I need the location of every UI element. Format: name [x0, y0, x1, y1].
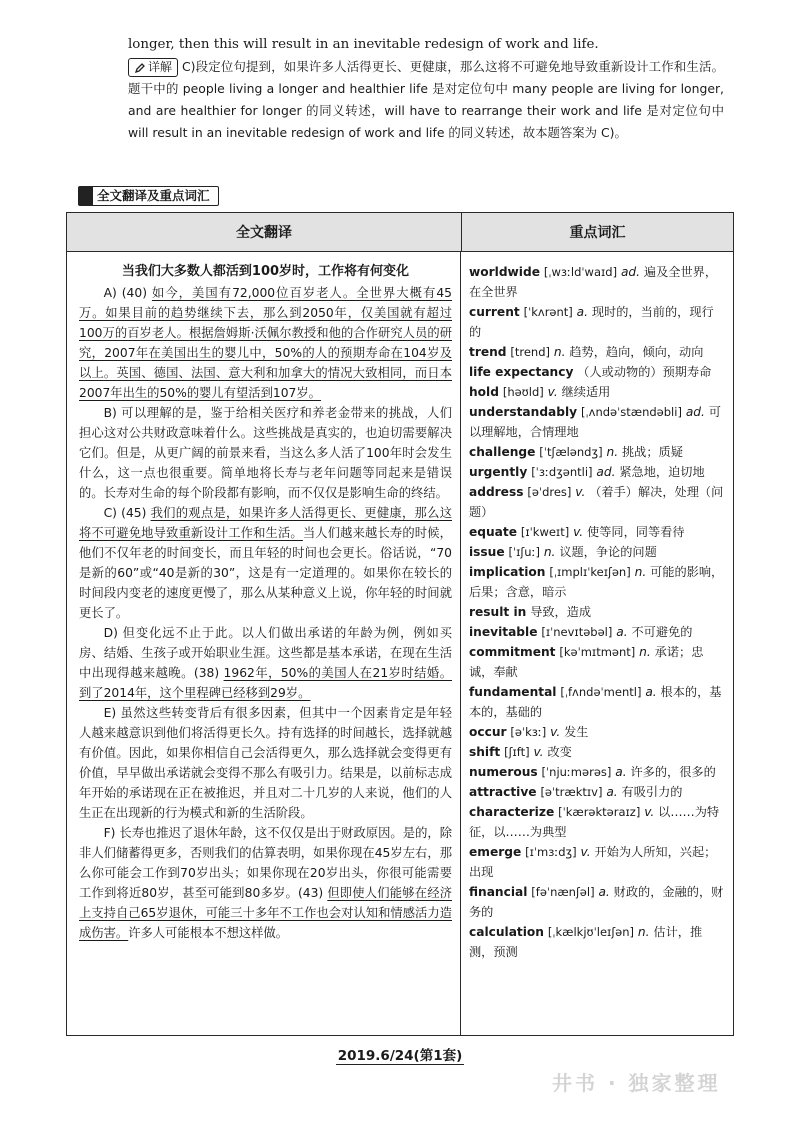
vocab-definition: （着手）解决，处理（问题） — [469, 485, 724, 519]
vocab-entry — [469, 342, 725, 362]
vocabulary-list — [469, 262, 725, 962]
vocab-definition: 可以理解地，合情理地 — [469, 405, 721, 439]
vocab-word: numerous — [469, 765, 538, 779]
vocab-word: address — [469, 485, 524, 499]
vocab-phonetic: [əˈdres] — [527, 485, 572, 499]
vocab-entry — [469, 482, 725, 522]
vocab-word: characterize — [469, 805, 555, 819]
paragraph-text: C) (45) — [103, 506, 151, 520]
vocab-pos: v. — [533, 745, 544, 759]
paragraph-text: D) 但变化远不止于此。以人们做出承诺的年龄为例，例如买房、结婚、生孩子或开始职业生涯。这些都是基本承诺，在现在生活中出现得越来越晚。(38) — [79, 626, 452, 680]
vocab-phonetic: [ˌɪmplɪˈkeɪʃən] — [549, 565, 631, 579]
vocab-word: hold — [469, 385, 499, 399]
vocab-definition: 有吸引力的 — [621, 785, 683, 799]
vocab-entry — [469, 682, 725, 722]
explanation-paragraph — [128, 56, 724, 144]
vocab-pos: n. — [553, 345, 566, 359]
vocab-definition: （人或动物的）预期寿命 — [577, 365, 712, 379]
vocab-definition: 以……为特征，以……为典型 — [469, 805, 720, 839]
article-title: 当我们大多数人都活到100岁时，工作将有何变化 — [121, 264, 410, 279]
paragraph-text: E) 虽然这些转变背后有很多因素，但其中一个因素肯定是年轻人越来越意识到他们将活得更长久。持有选择的时间越长，选择就越有价值。因此，如果你相信自己会活得更久，那么选择就会变得更有价值，早早做出承诺就会变得不那么有吸引力。结果是，以前标志成年开始的承诺现在正在被推迟，并且对二十几岁的人来说，他们的人生正在出现新的行为模式和新的生活阶段。 — [79, 706, 452, 820]
vocab-pos: ad. — [620, 265, 641, 279]
underlined-text: 但即使人们能够在经济上支持自己65岁退休，可能三十多年不工作也会对认知和情感活力造成伤害。 — [79, 886, 452, 940]
vocab-entry — [469, 642, 725, 682]
vocab-phonetic: [ˌfʌndəˈmentl] — [560, 685, 642, 699]
vocab-word: understandably — [469, 405, 578, 419]
vocab-phonetic: [ˈɜːdʒəntli] — [531, 465, 593, 479]
translation-paragraph — [79, 623, 452, 703]
vocab-pos: v. — [580, 845, 591, 859]
vocab-word: current — [469, 305, 520, 319]
vocab-entry — [469, 462, 725, 482]
vocab-word: shift — [469, 745, 501, 759]
vocab-definition: 趋势，趋向，倾向，动向 — [569, 345, 704, 359]
page-footer — [0, 1044, 800, 1064]
vocab-definition: 不可避免的 — [631, 625, 693, 639]
header-vocabulary: 重点词汇 — [569, 225, 626, 241]
vocab-pos: ad. — [685, 405, 705, 419]
vocab-definition: 遍及全世界，在全世界 — [469, 265, 718, 299]
vocab-phonetic: [ˈkʌrənt] — [523, 305, 573, 319]
vocab-entry — [469, 882, 725, 922]
vocab-definition: 挑战；质疑 — [621, 445, 683, 459]
vocab-word: emerge — [469, 845, 522, 859]
underlined-text: 1962年，50%的美国人在21岁时结婚。到了2014年，这个里程碑已经移到29岁。 — [79, 666, 452, 700]
vocab-entry — [469, 442, 725, 462]
vocab-pos: v. — [550, 725, 561, 739]
table-header — [67, 213, 733, 252]
vocab-word: implication — [469, 565, 546, 579]
vocab-entry — [469, 782, 725, 802]
vocab-pos: a. — [615, 765, 627, 779]
vocab-word: inevitable — [469, 625, 538, 639]
vocab-entry — [469, 402, 725, 442]
detail-tag — [128, 58, 178, 77]
paragraph-text: 当人们越来越长寿的时候，他们不仅年老的时间变长，而且年轻的时间也会更长。俗话说，“70是新的60”或“40是新的30”，这是有一定道理的。如果你在较长的时间段内变老的速度更慢了，那么从某种意义上说，你年轻的时间就更长了。 — [79, 526, 452, 620]
vocab-word: fundamental — [469, 685, 557, 699]
paragraph-text: B) 可以理解的是，鉴于给相关医疗和养老金带来的挑战，人们担心这对公共财政意味着什么。这些挑战是真实的，也迫切需要解决它们。但是，从更广阔的前景来看，当这么多人活了100年时会发生什么，这一点也很重要。简单地将长寿与老年问题等同起来是错误的。长寿对生命的每个阶段都有影响，而不仅仅是影响生命的终结。 — [79, 406, 452, 500]
underlined-text: 我们的观点是，如果许多人活得更长、更健康，那么这将不可避免地导致重新设计工作和生活。 — [79, 506, 452, 540]
vocab-entry — [469, 622, 725, 642]
vocab-entry — [469, 382, 725, 402]
paragraph-text: 许多人可能根本不想这样做。 — [128, 926, 289, 940]
vocab-phonetic: [ˌʌndəˈstændəbli] — [581, 405, 682, 419]
vocab-word: commitment — [469, 645, 556, 659]
vocab-definition: 现时的，当前的，现行的 — [469, 305, 714, 339]
vocab-pos: v. — [575, 485, 586, 499]
vocab-entry — [469, 742, 725, 762]
pencil-icon — [134, 62, 146, 74]
vocab-definition: 承诺；忠诚，奉献 — [469, 645, 704, 679]
vocab-phonetic: [ˌwɜːldˈwaɪd] — [543, 265, 618, 279]
translation-table — [66, 212, 734, 1036]
vocab-pos: n. — [606, 445, 619, 459]
vocab-word: financial — [469, 885, 528, 899]
footer-text: 2019.6/24(第1套) — [337, 1048, 463, 1064]
watermark: 井书 · 独家整理 — [552, 1071, 721, 1095]
vocab-definition: 估计，推测，预测 — [469, 925, 703, 959]
table-body — [67, 252, 733, 1035]
vocab-definition: 改变 — [547, 745, 572, 759]
explanation-text: C)段定位句提到，如果许多人活得更长、更健康，那么这将不可避免地导致重新设计工作和生活。题干中的 people living a longer and healthier life 是对定位句中 many people are living for longer, and are healthier for longer 的同义转述，will have to rearrange their work and life 是对定位句中 will result in an inevitable redesign of work and life 的同义转述，故本题答案为 C)。 — [128, 59, 724, 140]
detail-tag-label: 详解 — [148, 60, 173, 74]
translation-column — [67, 252, 461, 1035]
vocab-entry — [469, 722, 725, 742]
translation-paragraph — [79, 503, 452, 623]
vocab-word: life expectancy — [469, 365, 574, 379]
translation-paragraph — [79, 403, 452, 503]
vocab-pos: a. — [645, 685, 657, 699]
vocab-entry — [469, 842, 725, 882]
underlined-text: 如今，美国有72,000位百岁老人。全世界大概有45万。如果目前的趋势继续下去，那么到2050年，仅美国就有超过100万的百岁老人。根据詹姆斯·沃佩尔教授和他的合作研究人员的研究，2007年在美国出生的婴儿中，50%的人的预期寿命在104岁及以上。英国、德国、法国、意大利和加拿大的情况大致相同，而日本2007年出生的50%的婴儿有望活到107岁。 — [79, 286, 452, 400]
vocab-entry — [469, 562, 725, 602]
vocab-definition: 继续适用 — [561, 385, 611, 399]
vocab-phonetic: [ʃɪft] — [504, 745, 530, 759]
vocab-definition: 使等同，同等看待 — [587, 525, 685, 539]
vocab-word: urgently — [469, 465, 528, 479]
vocab-definition: 议题，争论的问题 — [559, 545, 657, 559]
vocab-pos: n. — [639, 645, 651, 659]
vocab-definition: 根本的，基本的，基础的 — [469, 685, 722, 719]
top-explanation — [128, 34, 724, 144]
vocab-phonetic: [ˈkærəktəraɪz] — [558, 805, 641, 819]
vocab-word: calculation — [469, 925, 544, 939]
translation-paragraphs — [79, 283, 452, 943]
translation-paragraph — [79, 823, 452, 943]
section-title-block — [79, 187, 93, 205]
vocab-pos: ad. — [596, 465, 616, 479]
vocab-phonetic: [əˈtræktɪv] — [540, 785, 603, 799]
vocab-word: occur — [469, 725, 507, 739]
vocab-phonetic: [ˈnjuːmərəs] — [541, 765, 612, 779]
prev-sentence: longer, then this will result in an inevitable redesign of work and life. — [128, 37, 599, 52]
vocab-pos: n. — [634, 565, 647, 579]
vocab-phonetic: [ˌkælkjʊˈleɪʃən] — [547, 925, 635, 939]
vocab-entry — [469, 602, 725, 622]
translation-paragraph — [79, 283, 452, 403]
vocab-entry — [469, 542, 725, 562]
header-translation: 全文翻译 — [67, 213, 462, 251]
vocab-pos: a. — [598, 885, 610, 899]
vocab-phonetic: [ˈtʃæləndʒ] — [539, 445, 603, 459]
vocab-pos: a. — [606, 785, 618, 799]
vocab-word: trend — [469, 345, 507, 359]
translation-paragraph — [79, 703, 452, 823]
section-title — [78, 186, 219, 206]
vocab-word: worldwide — [469, 265, 540, 279]
vocab-definition: 导致，造成 — [530, 605, 592, 619]
vocab-pos: v. — [644, 805, 655, 819]
vocab-word: result in — [469, 605, 527, 619]
vocab-phonetic: [ˈɪʃuː] — [508, 545, 540, 559]
vocab-definition: 紧急地，迫切地 — [619, 465, 705, 479]
paragraph-text: F) 长寿也推迟了退休年龄，这不仅仅是出于财政原因。是的，除非人们储蓄得更多，否则我们的估算表明，如果你现在45岁左右，那么你可能会工作到70岁出头；如果你现在20岁出头，你很可能需要工作到将近80岁，甚至可能到80多岁。(43) — [79, 826, 452, 900]
section-title-text: 全文翻译及重点词汇 — [97, 188, 210, 203]
vocab-definition: 发生 — [564, 725, 589, 739]
vocab-definition: 财政的，金融的，财务的 — [469, 885, 724, 919]
vocab-entry — [469, 762, 725, 782]
vocab-pos: a. — [576, 305, 588, 319]
vocab-entry — [469, 302, 725, 342]
vocabulary-column — [461, 252, 733, 1035]
vocab-word: attractive — [469, 785, 537, 799]
vocab-entry — [469, 262, 725, 302]
vocab-pos: v. — [573, 525, 584, 539]
vocab-phonetic: [fəˈnænʃəl] — [531, 885, 595, 899]
vocab-definition: 许多的，很多的 — [630, 765, 716, 779]
vocab-phonetic: [ɪˈmɜːdʒ] — [525, 845, 577, 859]
vocab-definition: 可能的影响，后果；含意，暗示 — [469, 565, 724, 599]
vocab-pos: a. — [616, 625, 628, 639]
vocab-word: equate — [469, 525, 517, 539]
vocab-entry — [469, 362, 725, 382]
vocab-phonetic: [ɪˈkweɪt] — [520, 525, 570, 539]
vocab-pos: n. — [543, 545, 556, 559]
vocab-word: issue — [469, 545, 505, 559]
vocab-phonetic: [kəˈmɪtmənt] — [559, 645, 636, 659]
vocab-phonetic: [həʊld] — [502, 385, 544, 399]
vocab-entry — [469, 522, 725, 542]
vocab-pos: n. — [637, 925, 650, 939]
vocab-phonetic: [ɪˈnevɪtəbəl] — [541, 625, 613, 639]
vocab-phonetic: [trend] — [510, 345, 551, 359]
paragraph-text: A) (40) — [103, 286, 152, 300]
vocab-entry — [469, 922, 725, 962]
vocab-definition: 开始为人所知，兴起；出现 — [469, 845, 717, 879]
vocab-pos: v. — [547, 385, 558, 399]
vocab-entry — [469, 802, 725, 842]
vocab-phonetic: [əˈkɜː] — [510, 725, 547, 739]
vocab-word: challenge — [469, 445, 536, 459]
